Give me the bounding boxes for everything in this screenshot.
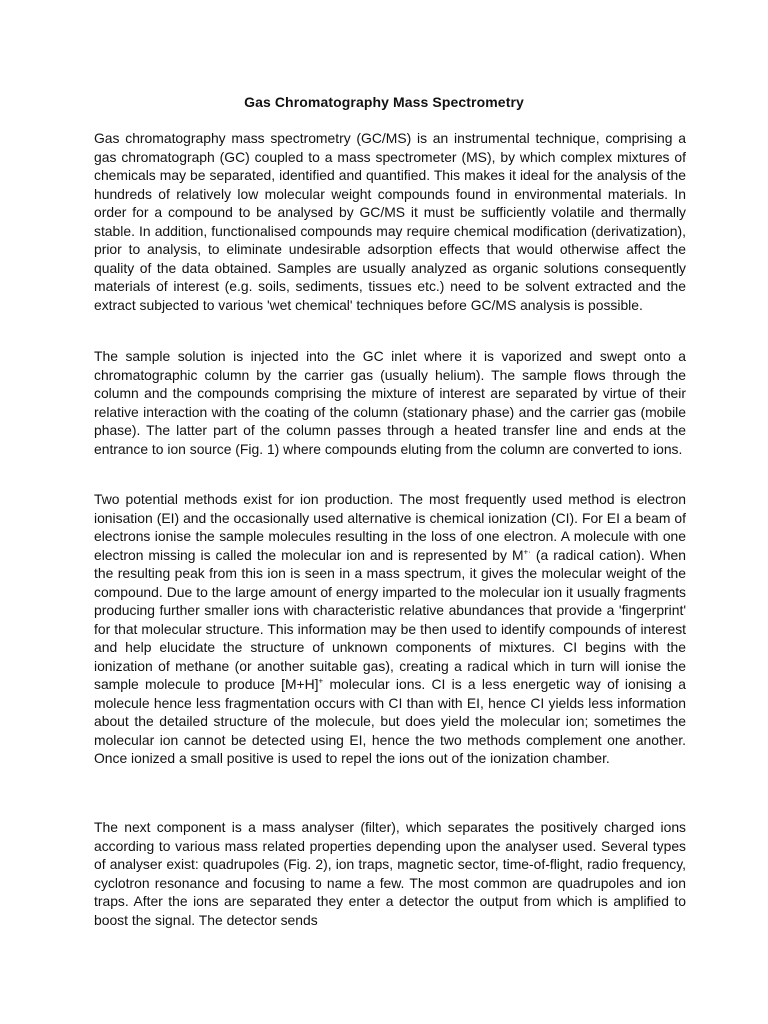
paragraph-mass-analyser: The next component is a mass analyser (filter), which separates the positively charged ions according to various mass related properties depending upon the analyser used. Several types of analyser exist: quadrupoles (Fig. 2), ion traps, magnetic sector, time-of-flight, radio frequency, cyclotron resonance and focusing to name a few. The most common are quadrupoles and ion traps. After the ions are separated they enter a detector the output from which is amplified to boost the signal. The detector sends: [94, 819, 686, 928]
paragraph-sample-injection: The sample solution is injected into the GC inlet where it is vaporized and swept onto a chromatographic column by the carrier gas (usually helium). The sample flows through the column and the compounds comprising the mixture of interest are separated by virtue of their relative interaction with the coating of the column (stationary phase) and the carrier gas (mobile phase). The latter part of the column passes through a heated transfer line and ends at the entrance to ion source (Fig. 1) where compounds eluting from the column are converted to ions.: [94, 348, 686, 457]
protonated-ion-superscript: +: [318, 676, 324, 686]
ion-production-text-part-1: Two potential methods exist for ion production. The most frequently used method is electron ionisation (EI) and the occasionally used alternative is chemical ionization (CI). For EI a beam of electrons ionise the sample molecules resulting in the loss of one electron. A molecule with one electron missing is called the molecular ion and is represented by M: [94, 491, 686, 563]
radical-cation-superscript: +·: [523, 546, 531, 556]
paragraph-gcms-overview: Gas chromatography mass spectrometry (GC/MS) is an instrumental technique, comprising a gas chromatograph (GC) coupled to a mass spectrometer (MS), by which complex mixtures of chemicals may be separated, identified and quantified. This makes it ideal for the analysis of the hundreds of relatively low molecular weight compounds found in environmental materials. In order for a compound to be analysed by GC/MS it must be sufficiently volatile and thermally stable. In addition, functionalised compounds may require chemical modification (derivatization), prior to analysis, to eliminate undesirable adsorption effects that would otherwise affect the quality of the data obtained. Samples are usually analyzed as organic solutions consequently materials of interest (e.g. soils, sediments, tissues etc.) need to be solvent extracted and the extract subjected to various 'wet chemical' techniques before GC/MS analysis is possible.: [94, 130, 686, 313]
ion-production-text-part-3: molecular ions. CI is a less energetic way of ionising a molecule hence less fragmentation occurs with CI than with EI, hence CI yields less information about the detailed structure of the molecule, but does yield the molecular ion; sometimes the molecular ion cannot be detected using EI, hence the two methods complement one another. Once ionized a small positive is used to repel the ions out of the ionization chamber.: [94, 676, 686, 766]
paragraph-ion-production: [94, 490, 686, 768]
document-title: Gas Chromatography Mass Spectrometry: [244, 94, 524, 110]
ion-production-text-part-2: (a radical cation). When the resulting peak from this ion is seen in a mass spectrum, it gives the molecular weight of the compound. Due to the large amount of energy imparted to the molecular ion it usually fragments producing further smaller ions with characteristic relative abundances that provide a 'fingerprint' for that molecular structure. This information may be then used to identify compounds of interest and help elucidate the structure of unknown components of mixtures. CI begins with the ionization of methane (or another suitable gas), creating a radical which in turn will ionise the sample molecule to produce [M+H]: [94, 546, 686, 692]
